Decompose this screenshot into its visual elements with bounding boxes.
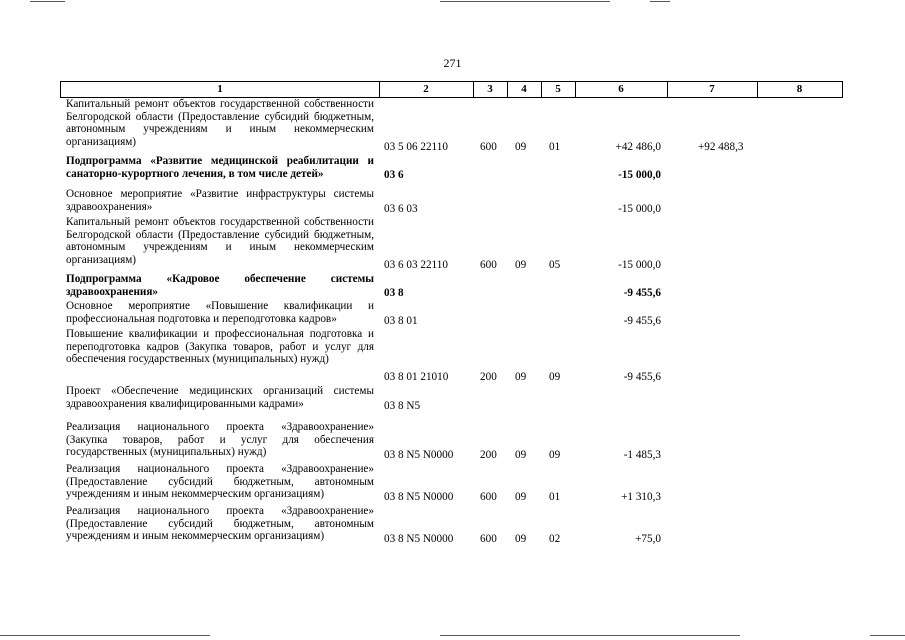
table-row-col6: -9 455,6 [623,371,661,383]
table-row-col3: 600 [480,141,497,153]
table-row-col6: -9 455,6 [623,287,661,299]
table-row-description: Реализация национального проекта «Здравоохранение» (Предоставление субсидий бюджетным, автономным учреждениям и иным некоммерческим организациям) [66,463,374,501]
table-row-col5: 02 [549,533,561,545]
header-col-1: 1 [217,83,223,95]
scan-artifact-bottom-right [870,635,905,636]
scan-artifact-bottom-left [0,635,210,636]
table-row-col5: 01 [549,491,561,503]
header-col-4: 4 [521,83,527,95]
table-row-col3: 600 [480,259,497,271]
table-row-description: Основное мероприятие «Повышение квалификации и профессиональная подготовка и переподготовка кадров» [66,300,374,325]
table-row-code: 03 8 01 21010 [384,371,449,383]
table-row-description: Капитальный ремонт объектов государственной собственности Белгородской области (Предоставление субсидий бюджетным, автономным учреждениям и иным некоммерческим организациям) [66,98,374,148]
table-row-code: 03 8 N5 [384,400,421,412]
table-row-col5: 05 [549,259,561,271]
header-col-3: 3 [487,83,493,95]
table-row-description: Повышение квалификации и профессиональная подготовка и переподготовка кадров (Закупка товаров, работ и услуг для обеспечения государственных (муниципальных) нужд) [66,328,374,366]
table-row-code: 03 8 N5 N0000 [384,449,454,461]
table-row-col4: 09 [515,141,527,153]
table-row-col3: 200 [480,449,497,461]
table-row-code: 03 8 N5 N0000 [384,533,454,545]
table-row-code: 03 8 01 [384,315,418,327]
table-header [60,81,843,98]
table-row-col7: +92 488,3 [698,141,744,153]
table-row-col4: 09 [515,259,527,271]
table-row-col6: -15 000,0 [618,169,661,181]
table-row-code: 03 8 N5 N0000 [384,491,454,503]
table-row-code: 03 6 [384,169,404,181]
scan-artifact-bottom-center [440,635,740,636]
table-row-col6: -1 485,3 [623,449,661,461]
table-row-col4: 09 [515,449,527,461]
table-row-col4: 09 [515,371,527,383]
table-row-col6: -15 000,0 [618,259,661,271]
table-row-col5: 09 [549,371,561,383]
header-col-5: 5 [555,83,561,95]
table-row-col6: +42 486,0 [615,141,661,153]
table-row-code: 03 5 06 22110 [384,141,448,153]
header-col-6: 6 [618,83,624,95]
table-row-col6: -15 000,0 [618,203,661,215]
table-row-col6: -9 455,6 [623,315,661,327]
table-row-description: Реализация национального проекта «Здравоохранение» (Закупка товаров, работ и услуг для обеспечения государственных (муниципальных) нужд) [66,421,374,459]
table-row-description: Реализация национального проекта «Здравоохранение» (Предоставление субсидий бюджетным, автономным учреждениям и иным некоммерческим организациям) [66,505,374,543]
page-number: 271 [443,56,462,70]
table-row-code: 03 6 03 22110 [384,259,448,271]
table-row-col5: 09 [549,449,561,461]
table-row-description: Капитальный ремонт объектов государственной собственности Белгородской области (Предоставление субсидий бюджетным, автономным учреждениям и иным некоммерческим организациям) [66,216,374,266]
table-row-col3: 200 [480,371,497,383]
table-row-col4: 09 [515,491,527,503]
table-row-code: 03 6 03 [384,203,418,215]
header-col-7: 7 [709,83,715,95]
table-row-description: Основное мероприятие «Развитие инфраструктуры системы здравоохранения» [66,188,374,213]
table-row-col6: +75,0 [635,533,661,545]
table-row-col4: 09 [515,533,527,545]
scan-artifact-top-center [440,1,610,2]
table-row-description: Подпрограмма «Кадровое обеспечение системы здравоохранения» [66,273,374,298]
table-row-col3: 600 [480,533,497,545]
scan-artifact-top-right [650,1,670,2]
table-row-code: 03 8 [384,287,404,299]
table-row-description: Подпрограмма «Развитие медицинской реабилитации и санаторно-курортного лечения, в том числе детей» [66,155,374,180]
table-row-col6: +1 310,3 [621,491,661,503]
scan-artifact-top-left [30,1,65,2]
table-row-description: Проект «Обеспечение медицинских организаций системы здравоохранения квалифицированными кадрами» [66,385,374,410]
header-col-8: 8 [796,83,803,95]
header-col-2: 2 [423,83,429,95]
table-row-col3: 600 [480,491,497,503]
table-row-col5: 01 [549,141,561,153]
